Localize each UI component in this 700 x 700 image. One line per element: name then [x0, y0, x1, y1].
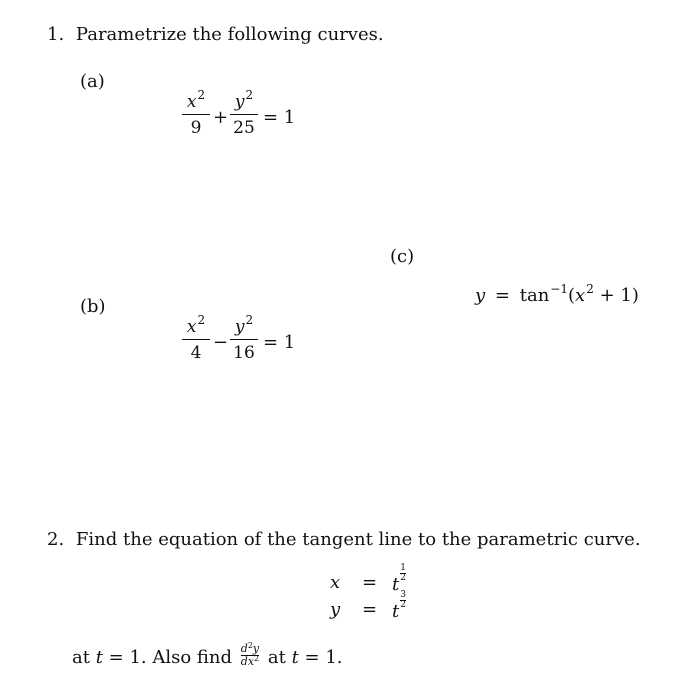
problem-2-heading — [47, 531, 641, 549]
part-c-label: (c) — [390, 246, 415, 267]
part-a-label: (a) — [80, 71, 105, 92]
part-b-fraction-y: $y^2$ 16 — [230, 317, 258, 363]
param-eq-x-rhs: $t\frac{1}{2}$ — [392, 563, 406, 595]
part-b-label: (b) — [80, 296, 106, 317]
part-a-fraction-x: $x^2$ 9 — [182, 92, 210, 138]
param-eq-y-equals: = — [362, 599, 378, 620]
part-c-equation: $y = \tan^{-1}(x^2 + 1)$ — [475, 282, 639, 306]
problem-2-text: Find the equation of the tangent line to the parametric curve. — [75, 529, 641, 550]
part-b-minus: − — [213, 332, 229, 353]
part-b-fraction-x: $x^2$ 4 — [182, 317, 210, 363]
problem-1-heading — [47, 26, 384, 44]
param-eq-x: x — [330, 572, 341, 593]
part-a-plus: + — [213, 107, 229, 128]
problem-1-number: 1. — [47, 24, 65, 45]
part-a-rhs: = 1 — [263, 107, 296, 128]
param-eq-x-equals: = — [362, 572, 378, 593]
part-b-rhs: = 1 — [263, 332, 296, 353]
second-derivative-fraction: $\frac{d^2y}{dx^2}$ — [240, 641, 260, 668]
problem-2-closing: at t = 1. Also find $\frac{d^2y}{dx^2}$ at t = 1. — [72, 641, 343, 669]
part-a-fraction-y: $y^2$ 25 — [230, 92, 258, 138]
problem-2-number: 2. — [47, 529, 65, 550]
param-eq-y: y — [330, 599, 341, 620]
param-eq-y-rhs: $t\frac{3}{2}$ — [392, 590, 406, 622]
problem-1-text: Parametrize the following curves. — [75, 24, 384, 45]
